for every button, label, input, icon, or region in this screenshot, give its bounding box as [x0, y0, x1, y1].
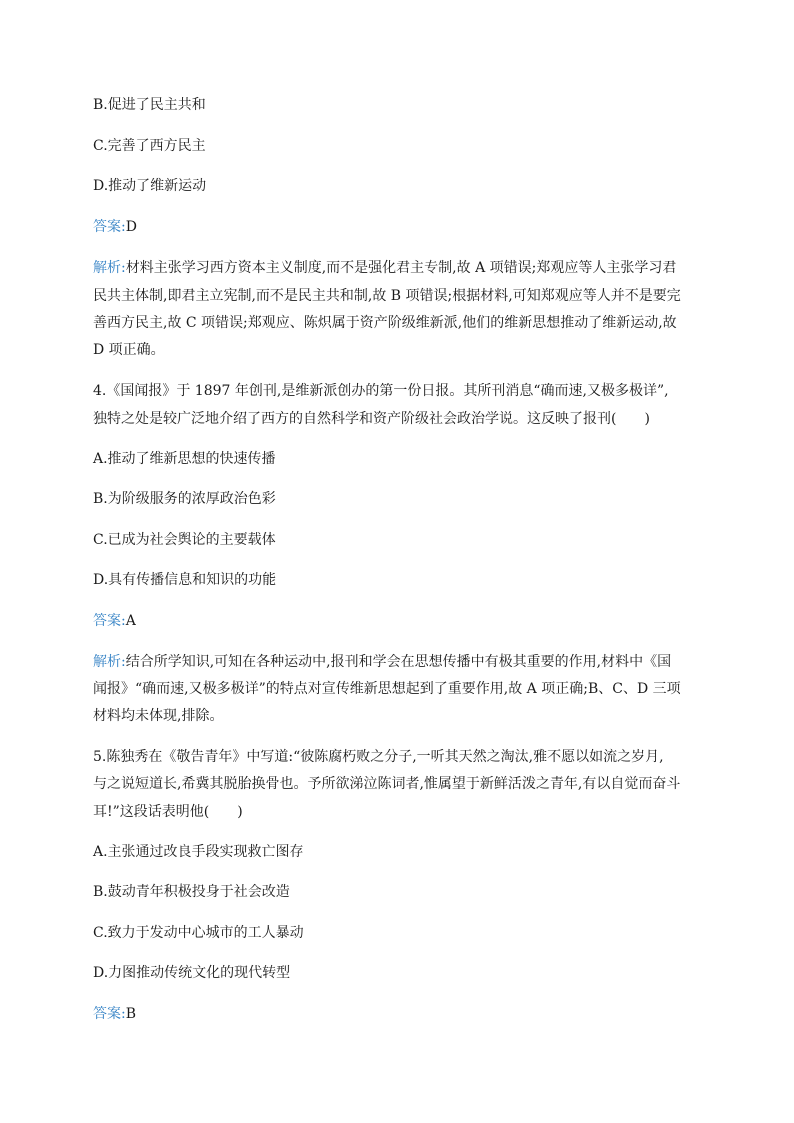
q4-analysis-line-2: 闻报》“确而速,又极多极详”的特点对宣传维新思想起到了重要作用,故 A 项正确;B、C、D 三项	[93, 681, 681, 697]
q3-option-d: D.推动了维新运动	[93, 178, 207, 194]
analysis-text: 结合所学知识,可知在各种运动中,报刊和学会在思想传播中有极其重要的作用,材料中《国	[125, 654, 672, 670]
analysis-text: 材料主张学习西方资本主义制度,而不是强化君主专制,故 A 项错误;郑观应等人主张学习君	[125, 260, 677, 276]
q5-option-d: D.力图推动传统文化的现代转型	[93, 965, 291, 981]
q5-answer	[93, 1005, 136, 1023]
q4-stem-line-1: 4.《国闻报》于 1897 年创刊,是维新派创办的第一份日报。其所刊消息“确而速,又极多极详”,	[93, 383, 669, 399]
q3-analysis-line-1	[93, 259, 676, 277]
q5-stem-line-2: 与之说短道长,希冀其脱胎换骨也。予所欲涕泣陈词者,惟属望于新鲜活泼之青年,有以自觉而奋斗	[93, 776, 681, 792]
analysis-label: 解析:	[93, 654, 126, 670]
analysis-label: 解析:	[93, 260, 126, 276]
q3-option-c: C.完善了西方民主	[93, 138, 206, 154]
q4-option-a: A.推动了维新思想的快速传播	[93, 451, 276, 467]
q4-stem-line-2: 独特之处是较广泛地介绍了西方的自然科学和资产阶级社会政治学说。这反映了报刊( )	[93, 411, 650, 427]
q4-option-d: D.具有传播信息和知识的功能	[93, 572, 277, 588]
q3-analysis-line-3: 善西方民主,故 C 项错误;郑观应、陈炽属于资产阶级维新派,他们的维新思想推动了维新运动,故	[93, 315, 677, 331]
answer-value: A	[125, 613, 136, 629]
q5-option-c: C.致力于发动中心城市的工人暴动	[93, 925, 304, 941]
q4-option-b: B.为阶级服务的浓厚政治色彩	[93, 491, 276, 507]
q4-answer	[93, 612, 136, 630]
q3-option-b: B.促进了民主共和	[93, 97, 206, 113]
answer-label: 答案:	[93, 613, 126, 629]
q3-answer	[93, 218, 137, 236]
answer-value: B	[125, 1006, 137, 1022]
q4-analysis-line-3: 材料均未体现,排除。	[93, 708, 224, 724]
q3-analysis-line-2: 民共主体制,即君主立宪制,而不是民主共和制,故 B 项错误;根据材料,可知郑观应等人并不是要完	[93, 288, 681, 304]
q5-option-b: B.鼓动青年积极投身于社会改造	[93, 884, 290, 900]
q4-option-c: C.已成为社会舆论的主要载体	[93, 532, 276, 548]
q4-analysis-line-1	[93, 653, 671, 671]
q5-stem-line-3: 耳!”这段话表明他( )	[93, 804, 243, 820]
q3-analysis-line-4: D 项正确。	[93, 342, 165, 358]
q5-option-a: A.主张通过改良手段实现救亡图存	[93, 844, 304, 860]
answer-label: 答案:	[93, 1006, 126, 1022]
answer-label: 答案:	[93, 219, 126, 235]
q5-stem-line-1: 5.陈独秀在《敬告青年》中写道:“彼陈腐朽败之分子,一听其天然之淘汰,雅不愿以如流之岁月,	[93, 749, 664, 765]
answer-value: D	[125, 219, 137, 235]
